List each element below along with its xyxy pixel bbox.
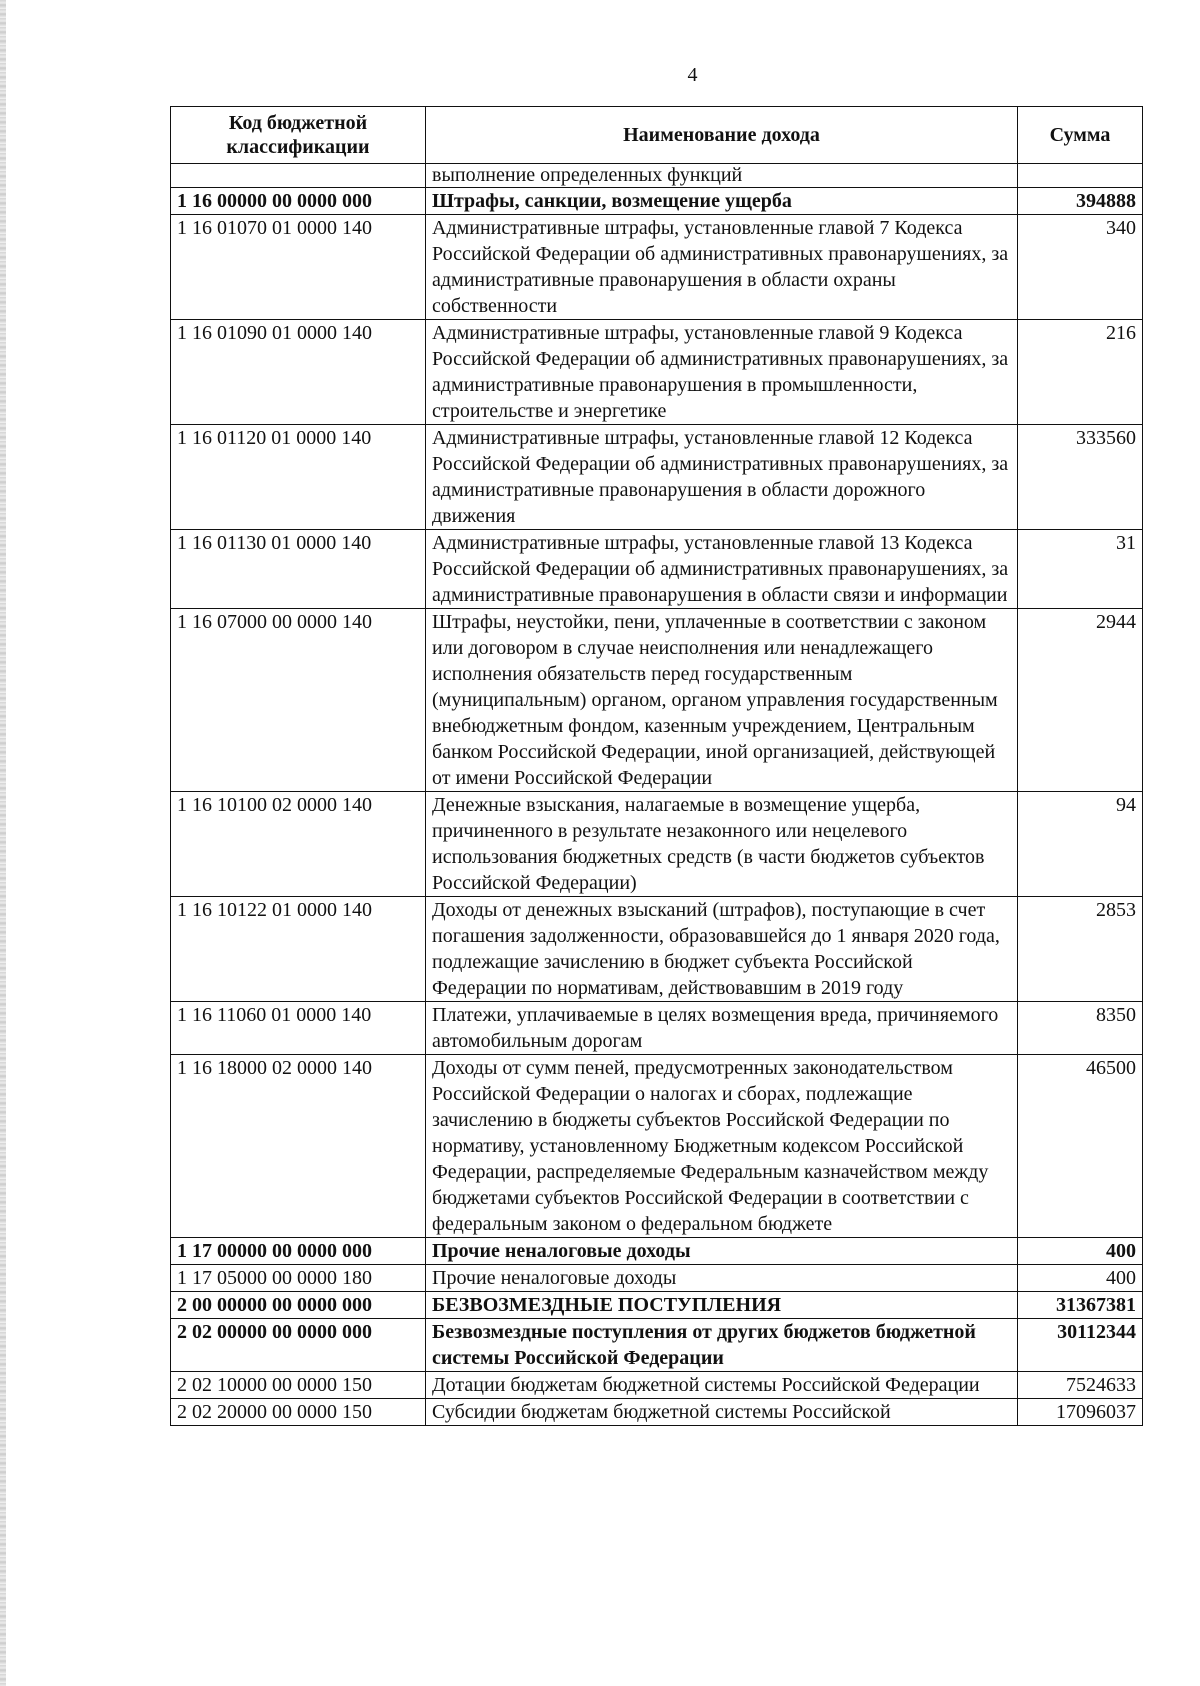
code-cell: 1 16 07000 00 0000 140 bbox=[171, 609, 426, 792]
table-row bbox=[171, 1265, 1143, 1292]
table-row bbox=[171, 609, 1143, 792]
scan-edge bbox=[0, 0, 6, 1686]
code-cell: 2 02 10000 00 0000 150 bbox=[171, 1372, 426, 1399]
table-row bbox=[171, 897, 1143, 1002]
code-cell: 1 16 01070 01 0000 140 bbox=[171, 215, 426, 320]
code-cell: 1 16 00000 00 0000 000 bbox=[171, 188, 426, 215]
sum-cell: 400 bbox=[1018, 1238, 1143, 1265]
sum-cell: 7524633 bbox=[1018, 1372, 1143, 1399]
name-cell: Субсидии бюджетам бюджетной системы Российской bbox=[426, 1399, 1018, 1426]
table-row bbox=[171, 215, 1143, 320]
table-body bbox=[171, 164, 1143, 1426]
name-cell: БЕЗВОЗМЕЗДНЫЕ ПОСТУПЛЕНИЯ bbox=[426, 1292, 1018, 1319]
code-cell: 1 16 01090 01 0000 140 bbox=[171, 320, 426, 425]
name-cell: Денежные взыскания, налагаемые в возмещение ущерба, причиненного в результате незаконного или нецелевого использования бюджетных средств (в части бюджетов субъектов Российской Федерации) bbox=[426, 792, 1018, 897]
code-cell: 2 00 00000 00 0000 000 bbox=[171, 1292, 426, 1319]
name-cell: Доходы от сумм пеней, предусмотренных законодательством Российской Федерации о налогах и сборах, подлежащие зачислению в бюджеты субъектов Российской Федерации по нормативу, установленному Бюджетным кодексом Российской Федерации, распределяемые Федеральным казначейством между бюджетами субъектов Российской Федерации в соответствии с федеральным законом о федеральном бюджете bbox=[426, 1055, 1018, 1238]
sum-cell: 46500 bbox=[1018, 1055, 1143, 1238]
sum-cell: 30112344 bbox=[1018, 1319, 1143, 1372]
sum-cell: 333560 bbox=[1018, 425, 1143, 530]
code-cell: 1 16 11060 01 0000 140 bbox=[171, 1002, 426, 1055]
code-cell: 1 16 01120 01 0000 140 bbox=[171, 425, 426, 530]
table-row bbox=[171, 1002, 1143, 1055]
name-cell: Штрафы, неустойки, пени, уплаченные в соответствии с законом или договором в случае неисполнения или ненадлежащего исполнения обязательств перед государственным (муниципальным) органом, органом управления государственным внебюджетным фондом, казенным учреждением, Центральным банком Российской Федерации, иной организацией, действующей от имени Российской Федерации bbox=[426, 609, 1018, 792]
sum-cell: 8350 bbox=[1018, 1002, 1143, 1055]
code-cell: 1 16 01130 01 0000 140 bbox=[171, 530, 426, 609]
table-row bbox=[171, 1238, 1143, 1265]
header-sum: Сумма bbox=[1018, 107, 1143, 164]
code-cell: 1 16 18000 02 0000 140 bbox=[171, 1055, 426, 1238]
name-cell: Штрафы, санкции, возмещение ущерба bbox=[426, 188, 1018, 215]
sum-cell: 94 bbox=[1018, 792, 1143, 897]
table-row bbox=[171, 1319, 1143, 1372]
code-cell: 1 16 10100 02 0000 140 bbox=[171, 792, 426, 897]
name-cell: Административные штрафы, установленные главой 7 Кодекса Российской Федерации об административных правонарушениях, за административные правонарушения в области охраны собственности bbox=[426, 215, 1018, 320]
code-cell: 1 16 10122 01 0000 140 bbox=[171, 897, 426, 1002]
sum-cell bbox=[1018, 164, 1143, 188]
table-row bbox=[171, 164, 1143, 188]
table-row bbox=[171, 530, 1143, 609]
sum-cell: 2853 bbox=[1018, 897, 1143, 1002]
code-cell bbox=[171, 164, 426, 188]
table-row bbox=[171, 792, 1143, 897]
table-row bbox=[171, 425, 1143, 530]
sum-cell: 31367381 bbox=[1018, 1292, 1143, 1319]
code-cell: 2 02 00000 00 0000 000 bbox=[171, 1319, 426, 1372]
header-name: Наименование дохода bbox=[426, 107, 1018, 164]
code-cell: 2 02 20000 00 0000 150 bbox=[171, 1399, 426, 1426]
table-row bbox=[171, 320, 1143, 425]
code-cell: 1 17 05000 00 0000 180 bbox=[171, 1265, 426, 1292]
table-row bbox=[171, 1372, 1143, 1399]
table-row bbox=[171, 1292, 1143, 1319]
name-cell: Административные штрафы, установленные главой 9 Кодекса Российской Федерации об административных правонарушениях, за административные правонарушения в промышленности, строительстве и энергетике bbox=[426, 320, 1018, 425]
code-cell: 1 17 00000 00 0000 000 bbox=[171, 1238, 426, 1265]
sum-cell: 216 bbox=[1018, 320, 1143, 425]
sum-cell: 400 bbox=[1018, 1265, 1143, 1292]
sum-cell: 340 bbox=[1018, 215, 1143, 320]
name-cell: Дотации бюджетам бюджетной системы Российской Федерации bbox=[426, 1372, 1018, 1399]
name-cell: выполнение определенных функций bbox=[426, 164, 1018, 188]
table-row bbox=[171, 188, 1143, 215]
name-cell: Платежи, уплачиваемые в целях возмещения вреда, причиняемого автомобильным дорогам bbox=[426, 1002, 1018, 1055]
sum-cell: 31 bbox=[1018, 530, 1143, 609]
revenue-table bbox=[170, 106, 1143, 1426]
sum-cell: 17096037 bbox=[1018, 1399, 1143, 1426]
sum-cell: 394888 bbox=[1018, 188, 1143, 215]
table-header-row bbox=[171, 107, 1143, 164]
sum-cell: 2944 bbox=[1018, 609, 1143, 792]
name-cell: Прочие неналоговые доходы bbox=[426, 1265, 1018, 1292]
table-row bbox=[171, 1399, 1143, 1426]
name-cell: Прочие неналоговые доходы bbox=[426, 1238, 1018, 1265]
name-cell: Административные штрафы, установленные главой 12 Кодекса Российской Федерации об административных правонарушениях, за административные правонарушения в области дорожного движения bbox=[426, 425, 1018, 530]
name-cell: Доходы от денежных взысканий (штрафов), поступающие в счет погашения задолженности, образовавшейся до 1 января 2020 года, подлежащие зачислению в бюджет субъекта Российской Федерации по нормативам, действовавшим в 2019 году bbox=[426, 897, 1018, 1002]
page-number: 4 bbox=[687, 64, 698, 86]
name-cell: Безвозмездные поступления от других бюджетов бюджетной системы Российской Федерации bbox=[426, 1319, 1018, 1372]
header-code: Код бюджетной классификации bbox=[171, 107, 426, 164]
table-row bbox=[171, 1055, 1143, 1238]
name-cell: Административные штрафы, установленные главой 13 Кодекса Российской Федерации об административных правонарушениях, за административные правонарушения в области связи и информации bbox=[426, 530, 1018, 609]
